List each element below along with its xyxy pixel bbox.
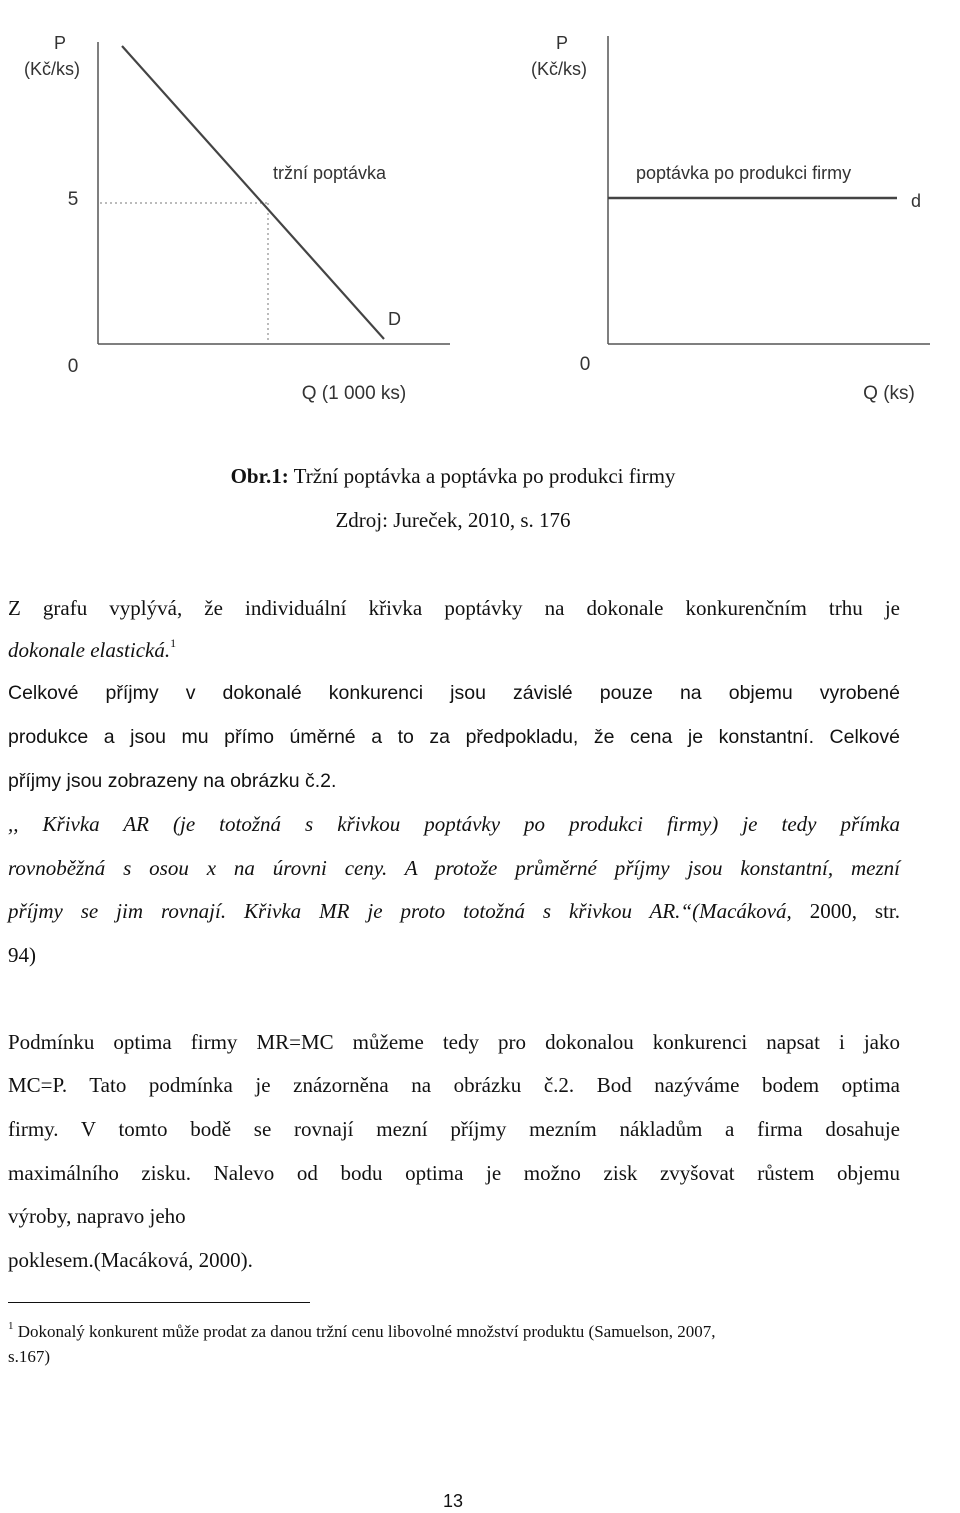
left-y-label-unit: (Kč/ks) — [24, 59, 80, 79]
figure-demand-charts — [0, 0, 960, 420]
footnote-line-2: s.167) — [8, 1347, 51, 1366]
quote-line-1: ,, Křivka AR (je totožná s křivkou poptávky po produkci firmy) je tedy přímka — [8, 812, 900, 836]
paragraph-2-line-2: produkce a jsou mu přímo úměrné a to za předpokladu, že cena je konstantní. Celkové — [8, 726, 900, 748]
paragraph-3-line-5: výroby, napravo jeho — [8, 1204, 186, 1228]
footnote-text: Dokonalý konkurent může prodat za danou tržní cenu libovolné množství produktu (Samuelson, 2007, — [17, 1322, 716, 1341]
quote-line-3-italic: příjmy se jim rovnají. Křivka MR je proto totožná s křivkou AR.“(Macáková, — [8, 899, 792, 923]
paragraph-2-line-1: Celkové příjmy v dokonalé konkurenci jsou závislé pouze na objemu vyrobené — [8, 682, 900, 704]
left-chart — [24, 33, 450, 404]
left-y-label-p: P — [53, 33, 67, 53]
paragraph-2-line-3: příjmy jsou zobrazeny na obrázku č.2. — [8, 770, 337, 792]
paragraph-1-line-2-text: dokonale elastická. — [8, 638, 171, 662]
figure-caption-title: Tržní poptávka a poptávka po produkci firmy — [288, 464, 676, 488]
figure-caption-label: Obr.1: — [230, 464, 289, 488]
paragraph-1-line-1: Z grafu vyplývá, že individuální křivka poptávky na dokonale konkurenčním trhu je — [8, 596, 900, 620]
paragraph-3-line-4: maximálního zisku. Nalevo od bodu optima je možno zisk zvyšovat růstem objemu — [8, 1161, 900, 1185]
paragraph-3-line-1: Podmínku optima firmy MR=MC můžeme tedy pro dokonalou konkurenci napsat i jako — [8, 1030, 900, 1054]
right-x-label: Q (ks) — [863, 383, 915, 404]
page-number: 13 — [442, 1491, 464, 1511]
quote-line-3-regular: 2000, str. — [791, 899, 900, 923]
left-y-tick-5: 5 — [67, 189, 79, 210]
right-y-label-unit: (Kč/ks) — [531, 59, 587, 79]
paragraph-3-line-6: poklesem.(Macáková, 2000). — [8, 1248, 253, 1272]
market-demand-curve — [122, 46, 384, 339]
right-chart — [531, 33, 930, 404]
paragraph-3-line-2: MC=P. Tato podmínka je znázorněna na obrázku č.2. Bod nazýváme bodem optima — [8, 1073, 900, 1097]
paragraph-3-line-3: firmy. V tomto bodě se rovnají mezní příjmy mezním nákladům a firma dosahuje — [8, 1117, 900, 1141]
quote-line-2: rovnoběžná s osou x na úrovni ceny. A protože průměrné příjmy jsou konstantní, mezní — [8, 856, 900, 880]
quote-line-4: 94) — [8, 943, 36, 967]
right-origin: 0 — [579, 354, 591, 375]
left-origin: 0 — [67, 356, 79, 377]
firm-demand-letter: d — [911, 191, 922, 211]
left-x-label: Q (1 000 ks) — [301, 383, 407, 404]
footnote-line-1 — [8, 1322, 716, 1342]
footnote-separator — [8, 1302, 310, 1303]
quote-line-3 — [8, 899, 900, 923]
paragraph-1-line-2 — [8, 638, 900, 662]
figure-caption — [0, 464, 906, 488]
footnote-number: 1 — [8, 1320, 14, 1332]
footnote-reference[interactable]: 1 — [170, 636, 177, 650]
firm-demand-label: poptávka po produkci firmy — [636, 163, 852, 183]
figure-source: Zdroj: Jureček, 2010, s. 176 — [335, 508, 571, 532]
right-y-label-p: P — [555, 33, 569, 53]
market-demand-label: tržní poptávka — [273, 163, 387, 183]
market-demand-letter: D — [388, 309, 401, 329]
